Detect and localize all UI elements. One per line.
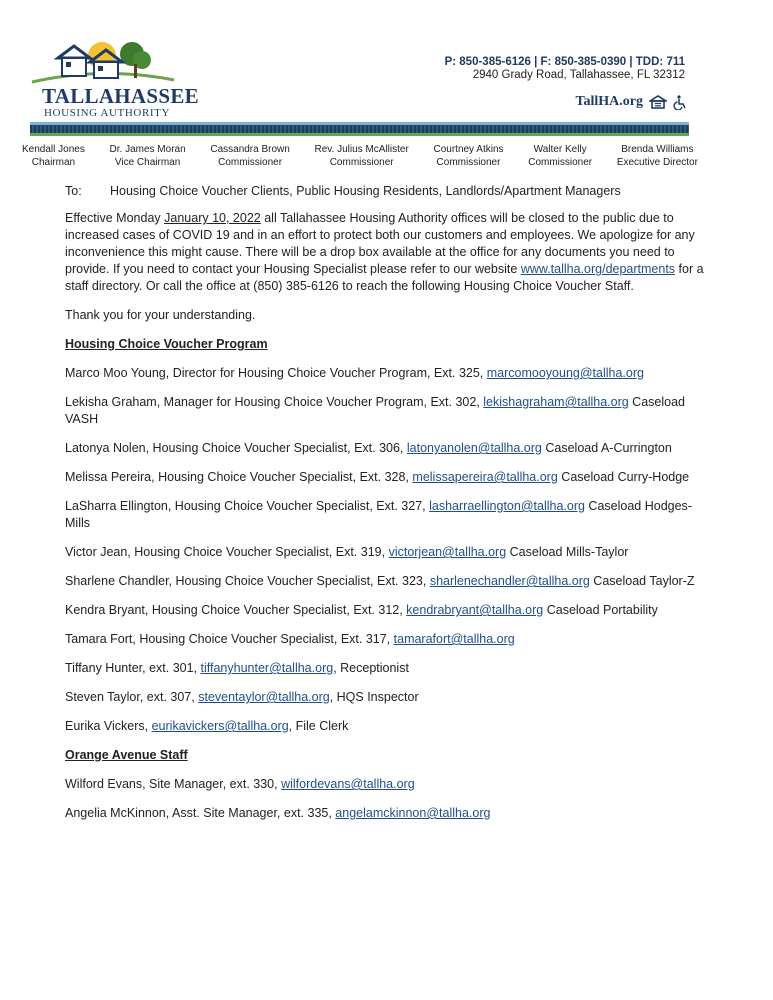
- to-recipients: Housing Choice Voucher Clients, Public Housing Residents, Landlords/Apartment Managers: [110, 184, 621, 198]
- notice-paragraph: [65, 210, 707, 295]
- staff-caseload: Caseload Portability: [543, 603, 658, 617]
- to-line: [65, 183, 707, 200]
- staff-email-link[interactable]: victorjean@tallha.org: [388, 545, 507, 559]
- staff-entry: [65, 776, 707, 793]
- accessibility-icon: [673, 95, 687, 110]
- staff-info: Melissa Pereira, Housing Choice Voucher Specialist, Ext. 328,: [65, 470, 413, 484]
- member-name: Dr. James Moran: [109, 144, 186, 155]
- staff-caseload: Caseload Taylor-Z: [589, 574, 695, 588]
- board-member: [433, 143, 503, 169]
- contact-block: [445, 56, 685, 81]
- staff-email-link[interactable]: angelamckinnon@tallha.org: [335, 806, 491, 820]
- staff-entry: [65, 631, 707, 648]
- staff-entry: [65, 660, 707, 677]
- member-name: Kendall Jones: [22, 144, 85, 155]
- notice-text: all Tallahassee Housing Authority offices will be closed to the public due to increased cases of COVID 19 and in an effort to protect both our customers and employees. We apologize for any inconvenience this might cause. There will be a drop box available at the office for any documents you need to provide. If you need to contact your Housing Specialist please refer to our website: [65, 211, 695, 276]
- staff-email-link[interactable]: melissapereira@tallha.org: [412, 470, 558, 484]
- board-member: [528, 143, 592, 169]
- staff-info: Latonya Nolen, Housing Choice Voucher Specialist, Ext. 306,: [65, 441, 407, 455]
- member-name: Courtney Atkins: [433, 144, 504, 155]
- staff-email-link[interactable]: steventaylor@tallha.org: [198, 690, 330, 704]
- staff-caseload: Caseload Hodges-Mills: [65, 499, 692, 530]
- member-title: Commissioner: [218, 157, 283, 168]
- member-name: Cassandra Brown: [210, 144, 290, 155]
- staff-email-link[interactable]: tamarafort@tallha.org: [393, 632, 515, 646]
- member-title: Executive Director: [616, 157, 698, 168]
- member-name: Brenda Williams: [621, 144, 694, 155]
- staff-email-link[interactable]: eurikavickers@tallha.org: [151, 719, 289, 733]
- staff-entry: [65, 365, 707, 382]
- address: 2940 Grady Road, Tallahassee, FL 32312: [472, 69, 685, 81]
- staff-caseload: , File Clerk: [288, 719, 349, 733]
- header-divider-band: [30, 122, 689, 136]
- staff-entry: [65, 718, 707, 735]
- staff-entry: [65, 602, 707, 619]
- staff-info: Kendra Bryant, Housing Choice Voucher Specialist, Ext. 312,: [65, 603, 407, 617]
- departments-link[interactable]: www.tallha.org/departments: [520, 262, 676, 276]
- staff-entry: [65, 544, 707, 561]
- staff-info: Tiffany Hunter, ext. 301,: [65, 661, 201, 675]
- staff-caseload: , Receptionist: [333, 661, 409, 675]
- staff-entry: [65, 469, 707, 486]
- tha-logo: [28, 36, 199, 120]
- staff-entry: [65, 498, 707, 532]
- equal-housing-icon: [649, 95, 667, 109]
- member-title: Vice Chairman: [114, 157, 181, 168]
- staff-entry: [65, 440, 707, 457]
- staff-caseload: Caseload Curry-Hodge: [557, 470, 690, 484]
- section-heading: Housing Choice Voucher Program: [65, 337, 268, 351]
- phone-numbers: P: 850-385-6126 | F: 850-385-0390 | TDD: 711: [444, 56, 685, 68]
- notice-text: Effective Monday: [65, 211, 165, 225]
- staff-email-link[interactable]: tiffanyhunter@tallha.org: [200, 661, 334, 675]
- staff-email-link[interactable]: kendrabryant@tallha.org: [406, 603, 544, 617]
- website-row: [575, 94, 687, 110]
- staff-info: Eurika Vickers,: [65, 719, 152, 733]
- staff-entry: [65, 689, 707, 706]
- section-heading: Orange Avenue Staff: [65, 748, 188, 762]
- staff-caseload: , HQS Inspector: [329, 690, 419, 704]
- staff-caseload: Caseload Mills-Taylor: [506, 545, 629, 559]
- staff-info: Tamara Fort, Housing Choice Voucher Specialist, Ext. 317,: [65, 632, 394, 646]
- logo-name: TALLAHASSEE: [42, 84, 199, 108]
- to-label: To:: [65, 184, 82, 198]
- board-member: [315, 143, 409, 169]
- staff-entry: [65, 394, 707, 428]
- staff-email-link[interactable]: marcomooyoung@tallha.org: [486, 366, 644, 380]
- board-member: [22, 143, 85, 169]
- logo-subtitle: HOUSING AUTHORITY: [44, 107, 171, 119]
- member-title: Chairman: [31, 157, 76, 168]
- member-title: Commissioner: [329, 157, 394, 168]
- staff-caseload: Caseload VASH: [65, 395, 685, 426]
- member-title: Commissioner: [436, 157, 501, 168]
- staff-email-link[interactable]: wilfordevans@tallha.org: [281, 777, 415, 791]
- staff-email-link[interactable]: latonyanolen@tallha.org: [406, 441, 542, 455]
- staff-caseload: Caseload A-Currington: [541, 441, 672, 455]
- website-label[interactable]: TallHA.org: [575, 94, 643, 109]
- board-member: [110, 143, 186, 169]
- staff-email-link[interactable]: lasharraellington@tallha.org: [429, 499, 585, 513]
- staff-email-link[interactable]: sharlenechandler@tallha.org: [429, 574, 590, 588]
- staff-info: Steven Taylor, ext. 307,: [65, 690, 199, 704]
- staff-info: Marco Moo Young, Director for Housing Choice Voucher Program, Ext. 325,: [65, 366, 487, 380]
- houses-logo-icon: [28, 36, 178, 86]
- board-member: [210, 143, 289, 169]
- member-title: Commissioner: [528, 157, 593, 168]
- staff-info: Victor Jean, Housing Choice Voucher Specialist, Ext. 319,: [65, 545, 389, 559]
- board-member: [617, 143, 698, 169]
- staff-email-link[interactable]: lekishagraham@tallha.org: [483, 395, 629, 409]
- staff-info: LaSharra Ellington, Housing Choice Voucher Specialist, Ext. 327,: [65, 499, 430, 513]
- member-name: Walter Kelly: [533, 144, 587, 155]
- staff-info: Angelia McKinnon, Asst. Site Manager, ext. 335,: [65, 806, 336, 820]
- staff-info: Sharlene Chandler, Housing Choice Voucher Specialist, Ext. 323,: [65, 574, 430, 588]
- staff-info: Lekisha Graham, Manager for Housing Choice Voucher Program, Ext. 302,: [65, 395, 484, 409]
- board-members: [22, 143, 698, 169]
- staff-info: Wilford Evans, Site Manager, ext. 330,: [65, 777, 282, 791]
- member-name: Rev. Julius McAllister: [314, 144, 409, 155]
- staff-entry: [65, 573, 707, 590]
- closure-date: January 10, 2022: [164, 211, 261, 225]
- notice-text: for a staff directory. Or call the office at (850) 385-6126 to reach the following Housing Choice Voucher Staff.: [65, 262, 704, 293]
- staff-entry: [65, 805, 707, 822]
- staff-sections: [65, 336, 707, 822]
- letter-body: [65, 183, 707, 834]
- thanks-line: Thank you for your understanding.: [65, 308, 256, 322]
